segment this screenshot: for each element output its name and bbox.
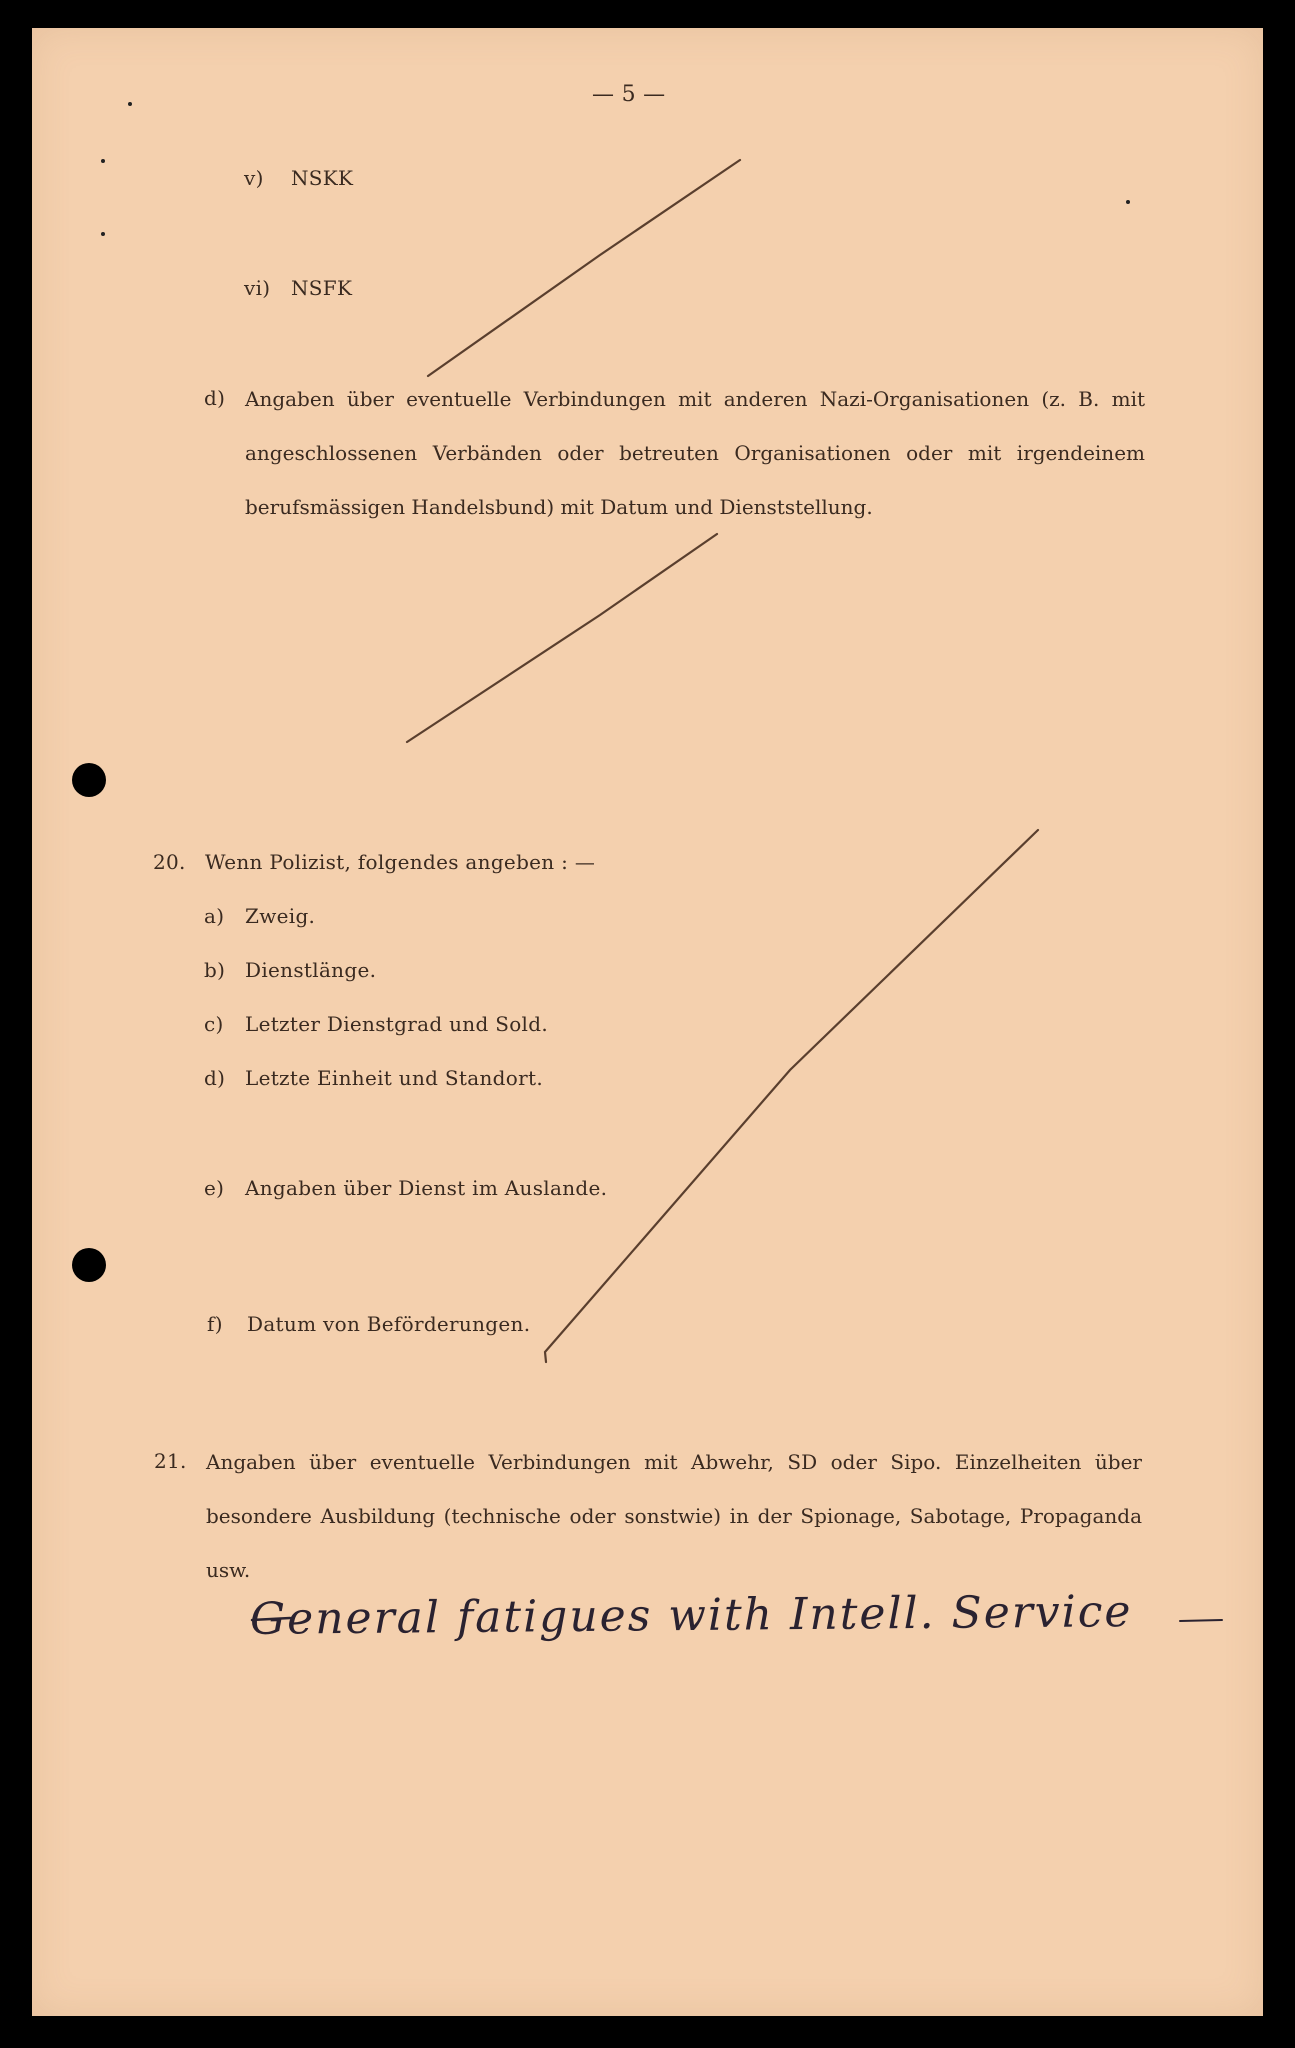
item-vi-label: vi) <box>244 276 271 300</box>
q20-c-text: Letzter Dienstgrad und Sold. <box>245 1012 548 1036</box>
q20-f-text: Datum von Beförderungen. <box>247 1312 531 1336</box>
item-v-text: NSKK <box>291 166 354 190</box>
page-number: — 5 — <box>592 82 666 107</box>
strike-line-3 <box>545 830 1038 1362</box>
handwritten-answer: General fatigues with Intell. Service <box>249 1586 1133 1645</box>
item-vi-text: NSFK <box>291 276 353 300</box>
speck <box>101 232 105 236</box>
q20-d-label: d) <box>204 1066 226 1090</box>
q20-f-label: f) <box>207 1312 223 1336</box>
q20-e-text: Angaben über Dienst im Auslande. <box>245 1176 608 1200</box>
question-21-number: 21. <box>154 1449 187 1473</box>
handwritten-underline <box>1180 1620 1222 1621</box>
q20-c-label: c) <box>204 1012 224 1036</box>
question-21-text: Angaben über eventuelle Verbindungen mit Abwehr, SD oder Sipo. Einzelheiten über besondere Ausbildung (technische oder sonstwie) in der Spionage, Sabotage, Propaganda usw. <box>206 1450 1142 1582</box>
handwritten-dash <box>252 1618 290 1620</box>
question-20-number: 20. <box>153 850 186 874</box>
q20-a-label: a) <box>204 904 225 928</box>
strike-line-1 <box>428 160 740 376</box>
question-20-text: Wenn Polizist, folgendes angeben : — <box>205 850 596 874</box>
punch-hole-upper <box>72 763 106 797</box>
item-d-paragraph: Angaben über eventuelle Verbindungen mit anderen Nazi-Organisationen (z. B. mit angeschlossenen Verbänden oder betreuten Organisationen oder mit irgendeinem berufsmässigen Handelsbund) mit Datum und Dienststellung. <box>245 387 1145 519</box>
speck <box>1126 200 1130 204</box>
q20-b-label: b) <box>204 958 226 982</box>
punch-hole-lower <box>72 1248 106 1282</box>
q20-b-text: Dienstlänge. <box>245 958 377 982</box>
item-d-label: d) <box>204 386 226 410</box>
speck <box>101 159 105 163</box>
strike-line-2 <box>407 534 717 742</box>
q20-e-label: e) <box>204 1176 225 1200</box>
q20-a-text: Zweig. <box>245 904 316 928</box>
item-v-label: v) <box>244 166 264 190</box>
q20-d-text: Letzte Einheit und Standort. <box>245 1066 543 1090</box>
speck <box>128 102 132 106</box>
